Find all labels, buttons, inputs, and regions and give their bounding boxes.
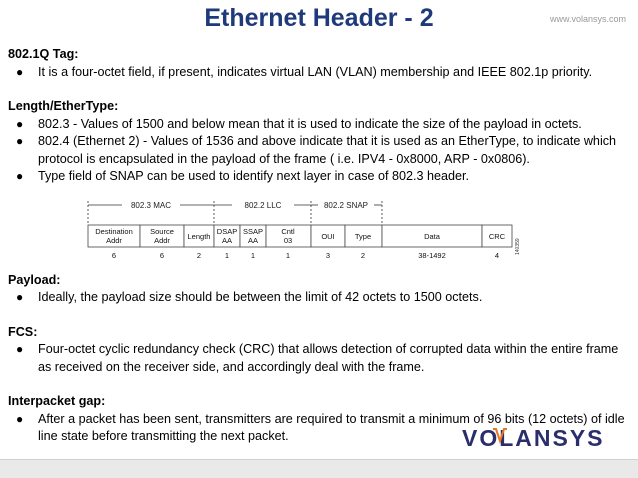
bullet-text: 802.4 (Ethernet 2) - Values of 1536 and above indicate that it is used as an EtherType, to indicate which protocol is encapsulated in the payload of the frame ( i.e. IPV4 - 0x8000, ARP - 0x0806). — [38, 134, 617, 166]
bullet-text: Ideally, the payload size should be between the limit of 42 octets to 1500 octets. — [38, 290, 483, 304]
ethernet-frame-diagram — [82, 195, 522, 265]
field-label-ssap-line1: SSAP — [242, 227, 264, 236]
bullet-text: Four-octet cyclic redundancy check (CRC) that allows detection of corrupted data within the entire frame as received on the receiver side, and accordingly deal with the frame. — [38, 342, 619, 374]
section-heading: Payload: — [8, 272, 61, 287]
section-fcs — [8, 324, 632, 377]
bullet-icon: ● — [16, 342, 24, 356]
bullet-icon: ● — [16, 290, 24, 304]
field-label-dsap-line2: AA — [221, 236, 233, 245]
list-item — [8, 341, 632, 376]
bullet-list — [8, 116, 632, 186]
volansys-logo — [460, 424, 610, 450]
bullet-list — [8, 341, 632, 376]
section-heading: Length/EtherType: — [8, 99, 119, 113]
bullet-icon: ● — [16, 134, 24, 148]
list-item — [8, 133, 632, 168]
field-size: 2 — [196, 251, 202, 260]
list-item — [8, 289, 632, 307]
bullet-text: 802.3 - Values of 1500 and below mean that it is used to indicate the size of the payload in octets. — [38, 116, 582, 131]
group-label-snap: 802.2 SNAP — [323, 201, 369, 210]
list-item — [8, 168, 632, 186]
field-size: 6 — [159, 251, 165, 260]
field-size: 2 — [360, 251, 366, 260]
field-label-type: Type — [354, 232, 372, 241]
list-item — [8, 116, 632, 134]
field-label-ssap-line2: AA — [247, 236, 259, 245]
field-size: 1 — [250, 251, 256, 260]
bullet-icon: ● — [16, 411, 24, 426]
list-item — [8, 64, 632, 82]
page-title: Ethernet Header - 2 — [204, 4, 434, 32]
field-label-destination-line2: Addr — [106, 236, 122, 245]
section-payload — [8, 272, 632, 307]
field-label-cntl-line1: Cntl — [281, 227, 295, 236]
field-size: 1 — [285, 251, 291, 260]
field-label-data: Data — [424, 232, 440, 241]
field-size: 4 — [494, 251, 500, 260]
section-heading: 802.1Q Tag: — [8, 47, 79, 61]
field-label-length: Length — [187, 232, 211, 241]
section-heading: FCS: — [8, 324, 38, 339]
diagram-side-label: 140359 — [515, 238, 521, 255]
footer-bar — [0, 459, 638, 478]
field-size: 1 — [224, 251, 230, 260]
bullet-icon: ● — [16, 64, 24, 79]
bullet-list — [8, 64, 632, 82]
field-size: 3 — [325, 251, 331, 260]
group-label-llc: 802.2 LLC — [244, 201, 282, 210]
field-label-oui: OUI — [321, 232, 335, 241]
logo-text: VOLANSYS — [462, 425, 605, 450]
bullet-icon: ● — [16, 116, 24, 131]
field-size: 6 — [111, 251, 117, 260]
section-802-1q — [8, 46, 632, 81]
field-label-destination-line1: Destination — [95, 227, 133, 236]
field-label-source-line2: Addr — [154, 236, 170, 245]
website-url: www.volansys.com — [549, 14, 626, 24]
field-label-dsap-line1: DSAP — [216, 227, 238, 236]
field-label-crc: CRC — [488, 232, 506, 241]
section-heading: Interpacket gap: — [8, 394, 106, 408]
bullet-icon: ● — [16, 169, 24, 183]
bullet-text: After a packet has been sent, transmitters are required to transmit a minimum of 96 bits (12 octets) of idle line state before transmitting the next packet. — [38, 411, 625, 443]
bullet-list — [8, 289, 632, 307]
field-label-source-line1: Source — [150, 227, 174, 236]
field-size: 38-1492 — [418, 251, 446, 260]
section-length-ethertype — [8, 98, 632, 186]
bullet-text: Type field of SNAP can be used to identify next layer in case of 802.3 header. — [38, 169, 470, 183]
group-label-mac: 802.3 MAC — [130, 201, 172, 210]
bullet-text: It is a four-octet field, if present, indicates virtual LAN (VLAN) membership and IEEE 802.1p priority. — [38, 64, 593, 79]
field-label-cntl-line2: 03 — [283, 236, 293, 245]
